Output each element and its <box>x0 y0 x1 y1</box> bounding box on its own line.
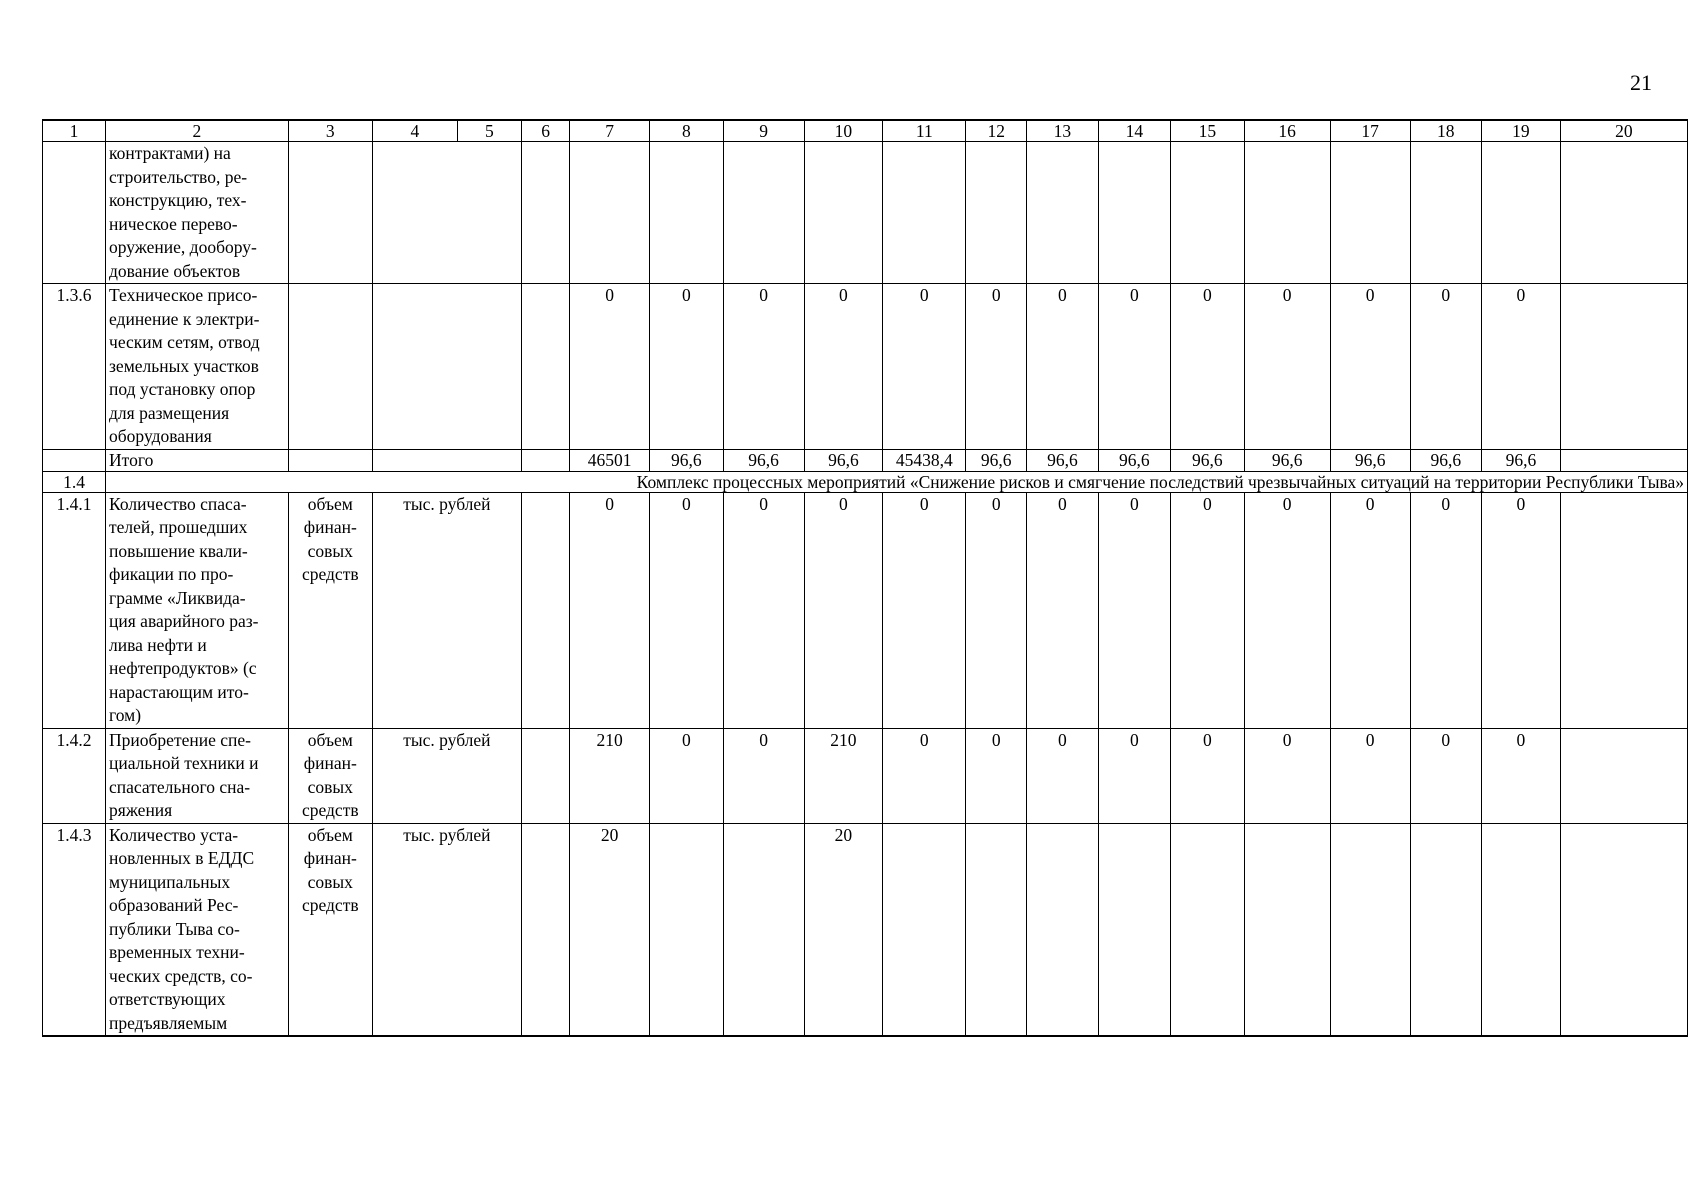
value-cell: 0 <box>1098 492 1170 728</box>
value-cell <box>1171 823 1245 1036</box>
section-row <box>43 471 1688 492</box>
empty-cell <box>1560 728 1687 823</box>
value-cell: 0 <box>883 492 966 728</box>
value-cell: 96,6 <box>1244 449 1330 471</box>
row-unit <box>372 449 521 471</box>
value-cell: 0 <box>1330 492 1410 728</box>
section-title: Комплекс процессных мероприятий «Снижение рисков и смягчение последствий чрезвычайных ситуаций на территории Республики Тыва» <box>106 471 1688 492</box>
empty-cell <box>521 492 569 728</box>
empty-cell <box>521 284 569 450</box>
value-cell: 46501 <box>570 449 650 471</box>
value-cell: 210 <box>570 728 650 823</box>
row-indicator <box>288 284 372 450</box>
row-name: Количество спаса- телей, прошедших повышение квали- фикации по про- грамме «Ликвида- ция аварийного раз- лива нефти и нефтепродуктов» (с нарастающим ито- гом) <box>106 492 289 728</box>
header-cell: 7 <box>570 120 650 142</box>
value-cell: 0 <box>1171 492 1245 728</box>
value-cell: 96,6 <box>723 449 804 471</box>
row-number: 1.4.1 <box>43 492 106 728</box>
value-cell <box>883 142 966 284</box>
row-name: Итого <box>106 449 289 471</box>
value-cell <box>1027 823 1098 1036</box>
value-cell: 0 <box>1171 284 1245 450</box>
empty-cell <box>1560 284 1687 450</box>
value-cell: 0 <box>1410 492 1481 728</box>
value-cell <box>1171 142 1245 284</box>
value-cell: 20 <box>570 823 650 1036</box>
page-number: 21 <box>1630 70 1652 95</box>
value-cell <box>966 142 1027 284</box>
value-cell: 0 <box>966 284 1027 450</box>
value-cell: 96,6 <box>1481 449 1560 471</box>
header-row <box>43 120 1688 142</box>
header-cell: 4 <box>372 120 457 142</box>
empty-cell <box>1560 449 1687 471</box>
row-indicator <box>288 449 372 471</box>
value-cell: 0 <box>1481 492 1560 728</box>
row-unit: тыс. рублей <box>372 823 521 1036</box>
value-cell <box>966 823 1027 1036</box>
row-number: 1.4.3 <box>43 823 106 1036</box>
value-cell: 0 <box>570 492 650 728</box>
value-cell: 96,6 <box>1330 449 1410 471</box>
empty-cell <box>521 823 569 1036</box>
value-cell: 0 <box>1027 284 1098 450</box>
row-number <box>43 142 106 284</box>
empty-cell <box>1560 823 1687 1036</box>
header-cell: 17 <box>1330 120 1410 142</box>
row-number <box>43 449 106 471</box>
value-cell: 0 <box>723 492 804 728</box>
value-cell <box>723 142 804 284</box>
value-cell: 0 <box>570 284 650 450</box>
row-name: Приобретение спе- циальной техники и спасательного сна- ряжения <box>106 728 289 823</box>
row-indicator: объем финан- совых средств <box>288 728 372 823</box>
header-cell: 3 <box>288 120 372 142</box>
value-cell: 0 <box>1410 728 1481 823</box>
value-cell: 0 <box>1098 284 1170 450</box>
value-cell <box>883 823 966 1036</box>
header-cell: 20 <box>1560 120 1687 142</box>
header-cell: 2 <box>106 120 289 142</box>
table-row <box>43 492 1688 728</box>
value-cell: 0 <box>883 728 966 823</box>
row-name: Количество уста- новленных в ЕДДС муниципальных образований Рес- публики Тыва со- временных техни- ческих средств, со- ответствующих предъявляемым <box>106 823 289 1036</box>
value-cell: 210 <box>804 728 883 823</box>
value-cell <box>650 823 724 1036</box>
value-cell <box>1410 142 1481 284</box>
empty-cell <box>1560 492 1687 728</box>
value-cell: 0 <box>723 284 804 450</box>
header-cell: 18 <box>1410 120 1481 142</box>
value-cell <box>1244 142 1330 284</box>
header-cell: 11 <box>883 120 966 142</box>
value-cell: 0 <box>1027 492 1098 728</box>
header-cell: 5 <box>457 120 521 142</box>
row-number: 1.3.6 <box>43 284 106 450</box>
value-cell: 0 <box>1171 728 1245 823</box>
row-unit <box>372 284 521 450</box>
header-cell: 19 <box>1481 120 1560 142</box>
value-cell <box>723 823 804 1036</box>
value-cell: 20 <box>804 823 883 1036</box>
value-cell: 0 <box>650 284 724 450</box>
value-cell: 0 <box>966 728 1027 823</box>
header-cell: 13 <box>1027 120 1098 142</box>
header-cell: 14 <box>1098 120 1170 142</box>
row-unit <box>372 142 521 284</box>
row-number: 1.4 <box>43 471 106 492</box>
value-cell <box>1481 142 1560 284</box>
row-number: 1.4.2 <box>43 728 106 823</box>
row-unit: тыс. рублей <box>372 728 521 823</box>
row-indicator <box>288 142 372 284</box>
value-cell: 96,6 <box>966 449 1027 471</box>
value-cell: 0 <box>1244 284 1330 450</box>
value-cell: 0 <box>1481 728 1560 823</box>
empty-cell <box>521 142 569 284</box>
table-row <box>43 284 1688 450</box>
row-indicator: объем финан- совых средств <box>288 492 372 728</box>
value-cell <box>1027 142 1098 284</box>
value-cell: 0 <box>1410 284 1481 450</box>
value-cell: 0 <box>1027 728 1098 823</box>
value-cell: 0 <box>1330 728 1410 823</box>
value-cell: 0 <box>966 492 1027 728</box>
table-row <box>43 142 1688 284</box>
header-cell: 16 <box>1244 120 1330 142</box>
value-cell <box>1481 823 1560 1036</box>
value-cell: 0 <box>1244 492 1330 728</box>
header-cell: 10 <box>804 120 883 142</box>
total-row <box>43 449 1688 471</box>
value-cell: 96,6 <box>804 449 883 471</box>
empty-cell <box>1560 142 1687 284</box>
value-cell: 96,6 <box>1027 449 1098 471</box>
value-cell <box>1244 823 1330 1036</box>
value-cell: 0 <box>650 492 724 728</box>
value-cell: 0 <box>883 284 966 450</box>
value-cell: 0 <box>723 728 804 823</box>
value-cell: 96,6 <box>1171 449 1245 471</box>
empty-cell <box>521 728 569 823</box>
value-cell <box>570 142 650 284</box>
row-name: Техническое присо- единение к электри- ческим сетям, отвод земельных участков под установку опор для размещения оборудования <box>106 284 289 450</box>
value-cell <box>650 142 724 284</box>
value-cell: 0 <box>1098 728 1170 823</box>
row-indicator: объем финан- совых средств <box>288 823 372 1036</box>
value-cell <box>804 142 883 284</box>
value-cell: 0 <box>1330 284 1410 450</box>
header-cell: 12 <box>966 120 1027 142</box>
header-cell: 1 <box>43 120 106 142</box>
header-cell: 9 <box>723 120 804 142</box>
value-cell <box>1098 823 1170 1036</box>
value-cell: 0 <box>1244 728 1330 823</box>
value-cell: 0 <box>1481 284 1560 450</box>
value-cell: 96,6 <box>650 449 724 471</box>
value-cell: 0 <box>804 492 883 728</box>
value-cell: 0 <box>804 284 883 450</box>
table-row <box>43 823 1688 1036</box>
header-cell: 15 <box>1171 120 1245 142</box>
value-cell <box>1098 142 1170 284</box>
row-unit: тыс. рублей <box>372 492 521 728</box>
value-cell <box>1330 142 1410 284</box>
value-cell: 96,6 <box>1410 449 1481 471</box>
value-cell <box>1330 823 1410 1036</box>
header-cell: 8 <box>650 120 724 142</box>
value-cell: 45438,4 <box>883 449 966 471</box>
value-cell: 96,6 <box>1098 449 1170 471</box>
budget-table <box>42 119 1688 1037</box>
table-row <box>43 728 1688 823</box>
value-cell: 0 <box>650 728 724 823</box>
header-cell: 6 <box>521 120 569 142</box>
row-name: контрактами) на строительство, ре- конструкцию, тех- ническое перево- оружение, дообору- дование объектов <box>106 142 289 284</box>
empty-cell <box>521 449 569 471</box>
value-cell <box>1410 823 1481 1036</box>
